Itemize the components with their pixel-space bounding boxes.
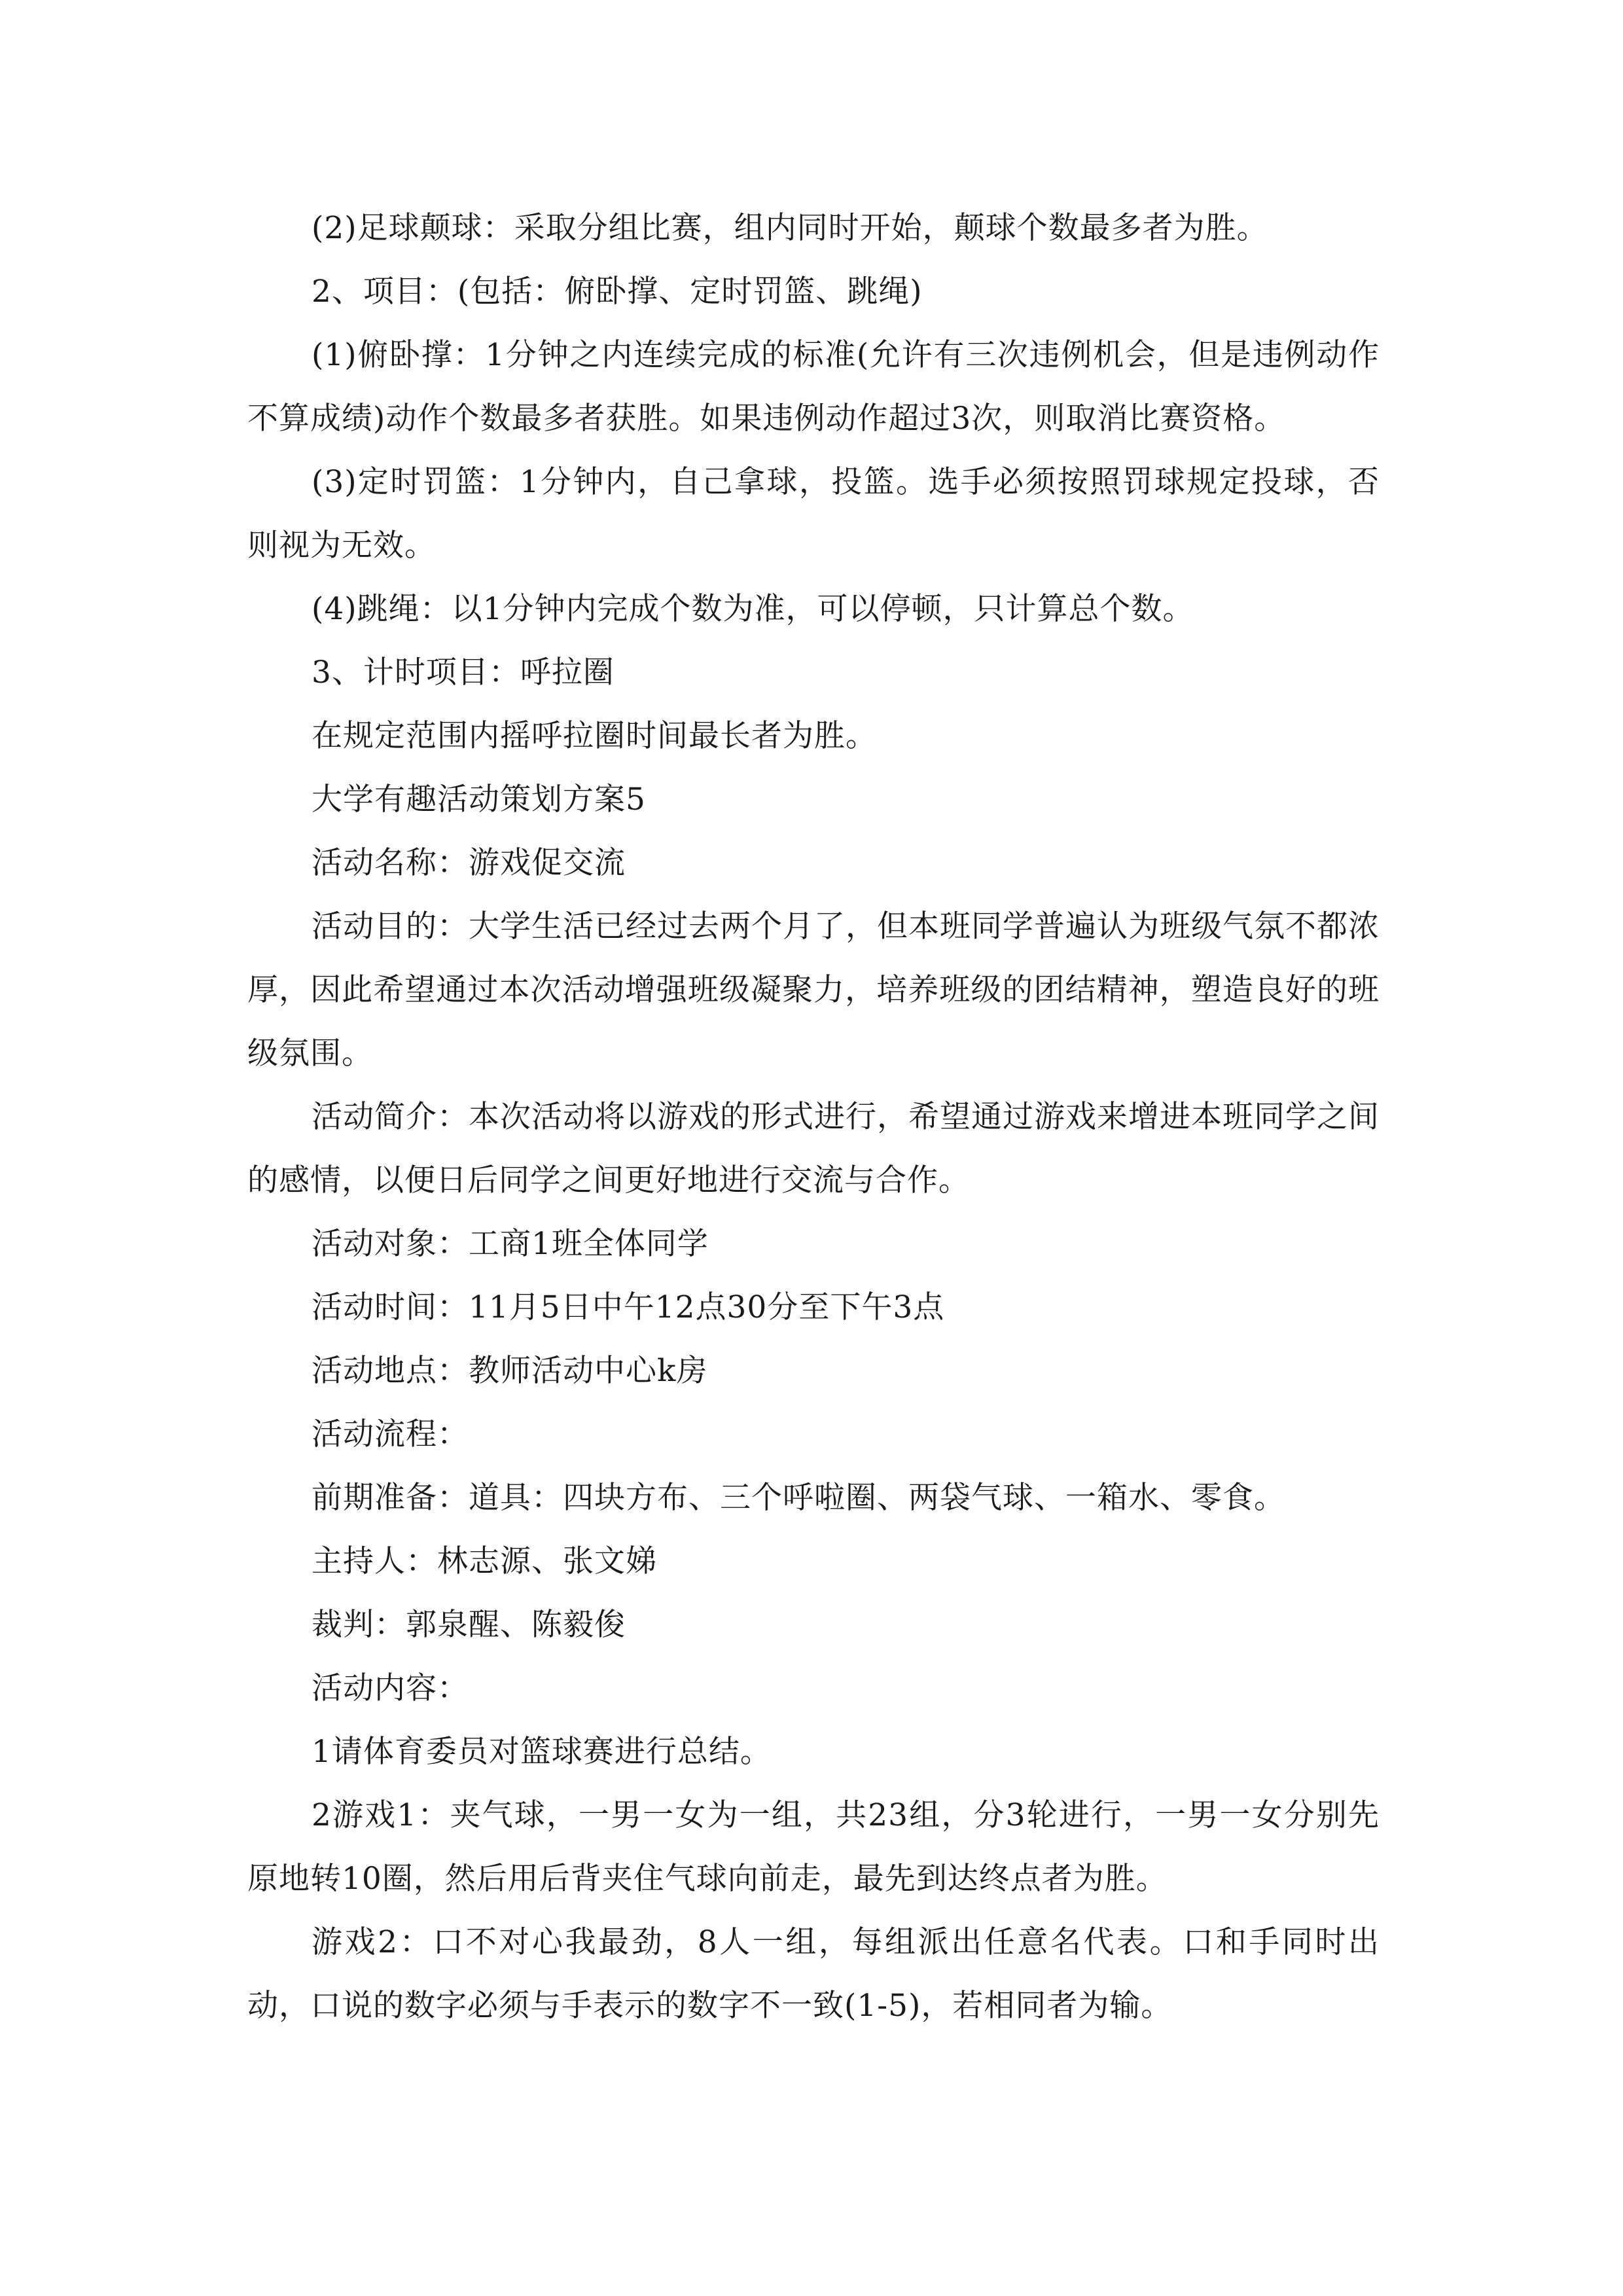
paragraph-activity-time: 活动时间：11月5日中午12点30分至下午3点 [312, 1289, 945, 1325]
paragraph-activity-name: 活动名称：游戏促交流 [312, 845, 626, 881]
paragraph-basketball-summary: 1请体育委员对篮球赛进行总结。 [312, 1734, 772, 1770]
paragraph-football-juggling: (2)足球颠球：采取分组比赛，组内同时开始，颠球个数最多者为胜。 [312, 210, 1268, 246]
section-title-plan-5: 大学有趣活动策划方案5 [312, 781, 646, 817]
paragraph-hosts: 主持人：林志源、张文娣 [312, 1543, 657, 1579]
paragraph-activity-location: 活动地点：教师活动中心k房 [312, 1353, 708, 1389]
paragraph-referees: 裁判：郭泉醒、陈毅俊 [312, 1607, 626, 1643]
paragraph-activity-process: 活动流程： [312, 1416, 469, 1452]
paragraph-hula-hoop-rule: 在规定范围内摇呼拉圈时间最长者为胜。 [312, 718, 877, 754]
paragraph-preparation: 前期准备：道具：四块方布、三个呼啦圈、两袋气球、一箱水、零食。 [312, 1480, 1285, 1516]
paragraph-activity-content: 活动内容： [312, 1670, 469, 1706]
paragraph-game-2: 游戏2：口不对心我最劲，8人一组，每组派出任意名代表。口和手同时出动，口说的数字必须与手表示的数字不一致(1-5)，若相同者为输。 [247, 1924, 1380, 2024]
paragraph-activity-purpose: 活动目的：大学生活已经过去两个月了，但本班同学普遍认为班级气氛不都浓厚，因此希望通过本次活动增强班级凝聚力，培养班级的团结精神，塑造良好的班级氛围。 [247, 908, 1380, 1071]
paragraph-events-heading: 2、项目：(包括：俯卧撑、定时罚篮、跳绳) [312, 274, 923, 310]
paragraph-pushups: (1)俯卧撑：1分钟之内连续完成的标准(允许有三次违例机会，但是违例动作不算成绩)动作个数最多者获胜。如果违例动作超过3次，则取消比赛资格。 [247, 337, 1380, 437]
paragraph-game-1: 2游戏1：夹气球，一男一女为一组，共23组，分3轮进行，一男一女分别先原地转10圈，然后用后背夹住气球向前走，最先到达终点者为胜。 [247, 1797, 1380, 1897]
paragraph-activity-audience: 活动对象：工商1班全体同学 [312, 1226, 709, 1262]
paragraph-activity-intro: 活动简介：本次活动将以游戏的形式进行，希望通过游戏来增进本班同学之间的感情，以便日后同学之间更好地进行交流与合作。 [247, 1099, 1380, 1198]
paragraph-free-throws: (3)定时罚篮：1分钟内，自己拿球，投篮。选手必须按照罚球规定投球，否则视为无效。 [247, 464, 1380, 564]
document-body [247, 196, 1380, 2037]
paragraph-timed-event: 3、计时项目：呼拉圈 [312, 655, 615, 691]
paragraph-jump-rope: (4)跳绳：以1分钟内完成个数为准，可以停顿，只计算总个数。 [312, 591, 1194, 627]
